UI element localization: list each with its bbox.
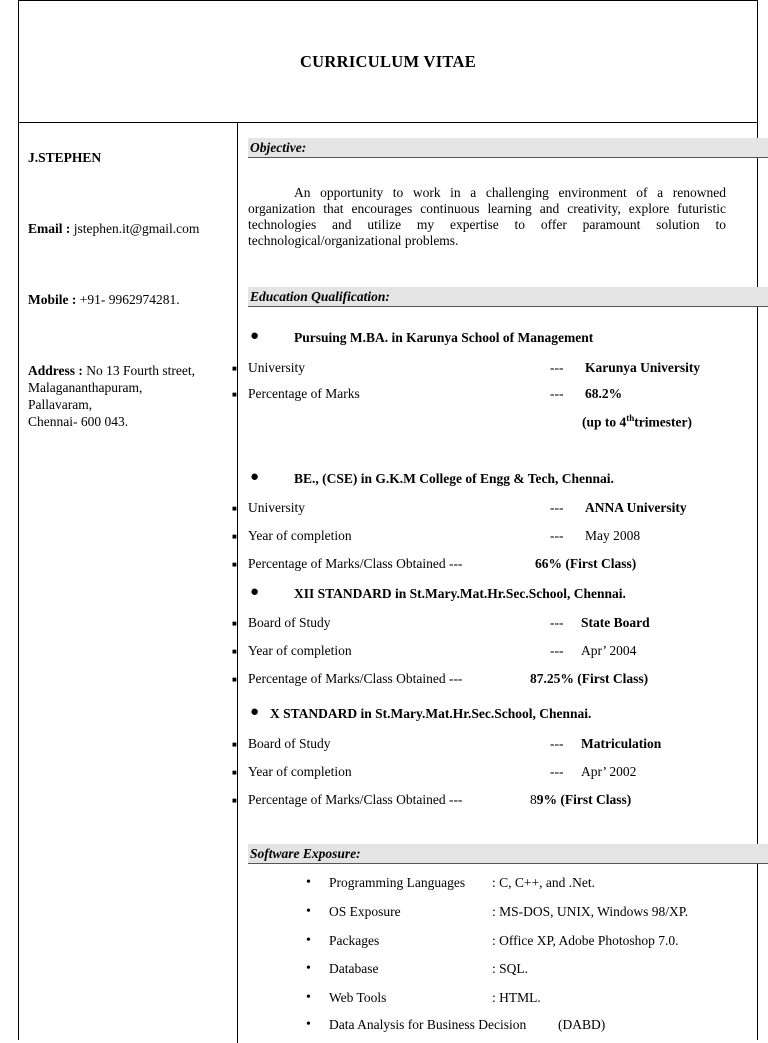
x-title: X STANDARD in St.Mary.Mat.Hr.Sec.School, Chennai. — [270, 706, 592, 721]
small-bullet-icon: ■ — [232, 619, 237, 628]
document-title: CURRICULUM VITAE — [299, 52, 477, 71]
x-year-value: Apr’ 2002 — [581, 764, 637, 779]
xii-board-label: Board of Study — [248, 615, 331, 630]
dash: --- — [550, 764, 564, 779]
mba-note: (up to 4thtrimester) — [582, 413, 692, 430]
cv-page — [18, 0, 758, 1040]
xii-board-value: State Board — [581, 615, 650, 630]
dash: --- — [550, 500, 564, 515]
x-board-value: Matriculation — [581, 736, 662, 751]
small-bullet-icon: ■ — [232, 796, 237, 805]
dash: --- — [550, 386, 564, 401]
mba-marks-label: Percentage of Marks — [248, 386, 360, 401]
bullet-icon: • — [306, 904, 311, 919]
address-row — [28, 362, 233, 430]
bullet-icon: • — [306, 933, 311, 948]
education-heading: Education Qualification: — [248, 287, 768, 307]
software-item-value: : Office XP, Adobe Photoshop 7.0. — [492, 933, 679, 948]
objective-text: An opportunity to work in a challenging environment of a renowned organization that encourages continuous learning and creativity, explore futuristic technologies and utilize my expertise to offer paramount solution to technological/organizational problems. — [248, 185, 726, 248]
xii-year-label: Year of completion — [248, 643, 352, 658]
mba-title: Pursuing M.BA. in Karunya School of Management — [294, 330, 594, 345]
address-line1: No 13 Fourth street, — [82, 363, 196, 378]
software-item-value: : MS-DOS, UNIX, Windows 98/XP. — [492, 904, 689, 919]
bullet-icon: ● — [250, 584, 260, 600]
be-university-value: ANNA University — [585, 500, 687, 515]
bullet-icon: ● — [250, 328, 260, 344]
mobile-label: Mobile : — [28, 292, 77, 307]
be-title: BE., (CSE) in G.K.M College of Engg & Tech, Chennai. — [294, 471, 614, 486]
small-bullet-icon: ■ — [232, 560, 237, 569]
software-item-value: : C, C++, and .Net. — [492, 875, 595, 890]
candidate-name: J.STEPHEN — [28, 150, 102, 165]
xii-marks-label: Percentage of Marks/Class Obtained --- — [248, 671, 463, 686]
small-bullet-icon: ■ — [232, 364, 237, 373]
small-bullet-icon: ■ — [232, 647, 237, 656]
x-year-label: Year of completion — [248, 764, 352, 779]
objective-heading: Objective: — [248, 138, 768, 158]
software-item-label: OS Exposure — [329, 904, 401, 919]
dash: --- — [550, 528, 564, 543]
bullet-icon: • — [306, 875, 311, 890]
title-box — [19, 1, 757, 123]
x-marks-label: Percentage of Marks/Class Obtained --- — [248, 792, 463, 807]
address-line3: Pallavaram, — [28, 397, 93, 412]
small-bullet-icon: ■ — [232, 532, 237, 541]
software-heading: Software Exposure: — [248, 844, 768, 864]
bullet-icon: • — [306, 961, 311, 976]
software-item-label: Data Analysis for Business Decision — [329, 1017, 527, 1032]
address-line2: Malagananthapuram, — [28, 380, 143, 395]
software-item-value: : HTML. — [492, 990, 541, 1005]
email-row — [28, 220, 233, 237]
software-item-label: Packages — [329, 933, 380, 948]
dash: --- — [550, 736, 564, 751]
bullet-icon: • — [306, 1017, 311, 1032]
mobile-row — [28, 291, 233, 308]
x-marks-value: 89% (First Class) — [530, 792, 632, 807]
mba-marks-value: 68.2% — [585, 386, 623, 401]
software-item-label: Web Tools — [329, 990, 387, 1005]
software-item-value: (DABD) — [558, 1017, 606, 1032]
bullet-icon: ● — [250, 704, 260, 720]
small-bullet-icon: ■ — [232, 504, 237, 513]
bullet-icon: • — [306, 990, 311, 1005]
address-label: Address : — [28, 363, 83, 378]
software-item-value: : SQL. — [492, 961, 529, 976]
software-item-label: Database — [329, 961, 379, 976]
small-bullet-icon: ■ — [232, 390, 237, 399]
be-marks-label: Percentage of Marks/Class Obtained --- — [248, 556, 463, 571]
address-line4: Chennai- 600 043. — [28, 414, 129, 429]
email-value: jstephen.it@gmail.com — [70, 221, 200, 236]
mba-university-label: University — [248, 360, 305, 375]
mobile-value: +91- 9962974281. — [76, 292, 180, 307]
mba-university-value: Karunya University — [585, 360, 701, 375]
small-bullet-icon: ■ — [232, 675, 237, 684]
be-university-label: University — [248, 500, 305, 515]
software-item-label: Programming Languages — [329, 875, 466, 890]
xii-year-value: Apr’ 2004 — [581, 643, 637, 658]
email-label: Email : — [28, 221, 71, 236]
xii-title: XII STANDARD in St.Mary.Mat.Hr.Sec.School, Chennai. — [294, 586, 626, 601]
bullet-icon: ● — [250, 469, 260, 485]
be-year-label: Year of completion — [248, 528, 352, 543]
column-divider — [237, 123, 238, 1043]
small-bullet-icon: ■ — [232, 740, 237, 749]
be-year-value: May 2008 — [585, 528, 641, 543]
dash: --- — [550, 615, 564, 630]
small-bullet-icon: ■ — [232, 768, 237, 777]
xii-marks-value: 87.25% (First Class) — [530, 671, 649, 686]
dash: --- — [550, 643, 564, 658]
dash: --- — [550, 360, 564, 375]
be-marks-value: 66% (First Class) — [535, 556, 637, 571]
x-board-label: Board of Study — [248, 736, 331, 751]
